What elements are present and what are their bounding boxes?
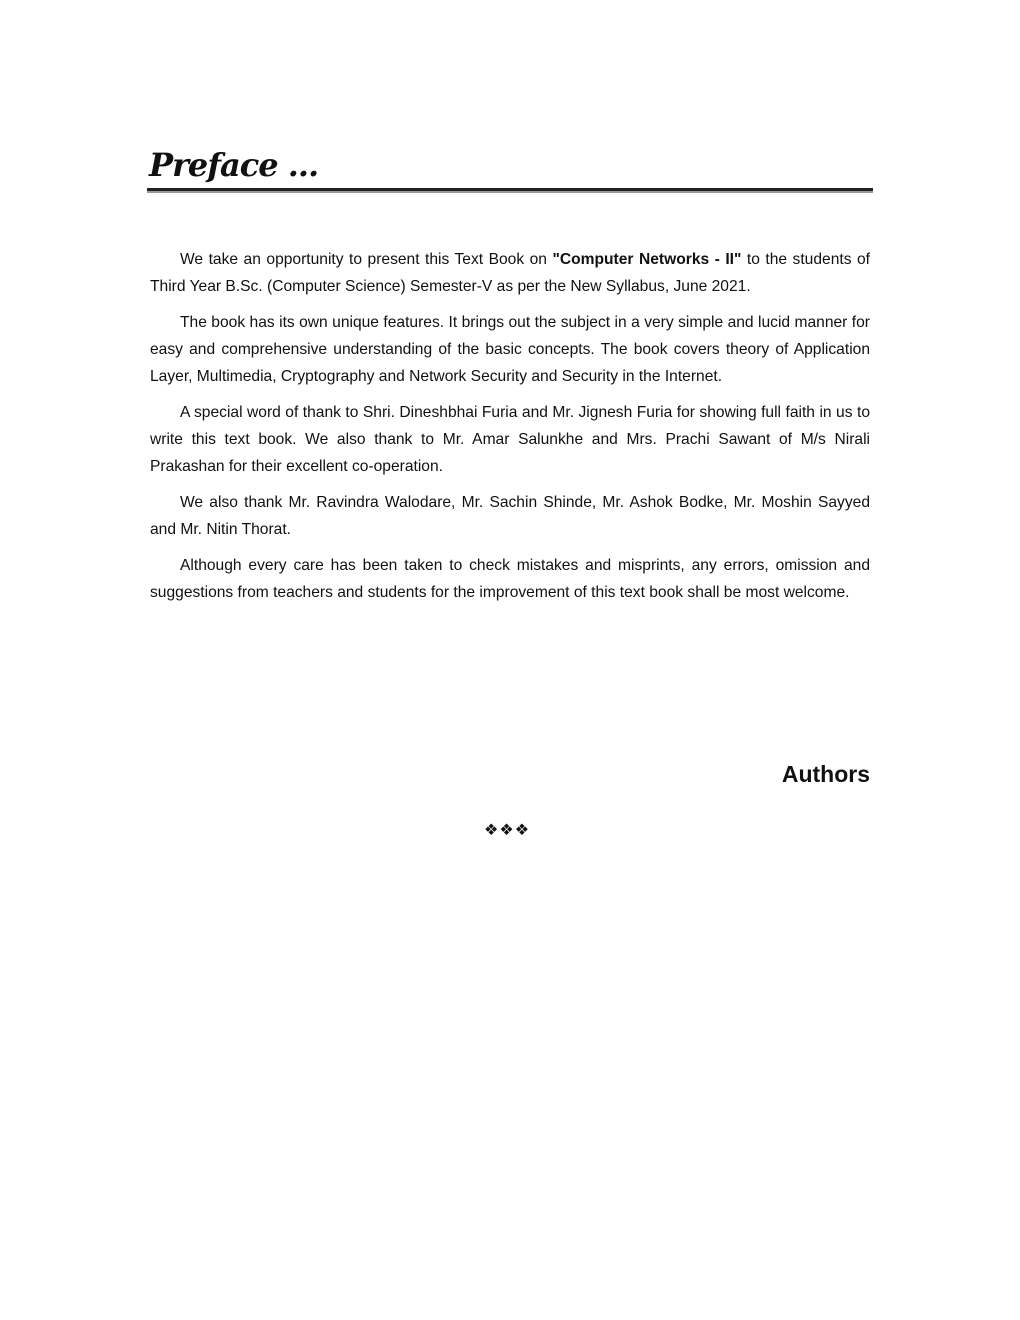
paragraph-5: Although every care has been taken to check mistakes and misprints, any errors, omission and suggestions from teachers and students for the improvement of this text book shall be most welcome. [150, 556, 870, 601]
title-underline [147, 188, 873, 191]
authors-signature: Authors [781, 761, 870, 787]
paragraph-3: A special word of thank to Shri. Dineshbhai Furia and Mr. Jignesh Furia for showing full faith in us to write this text book. We also thank to Mr. Amar Salunkhe and Mrs. Prachi Sawant of M/s Nirali Prakashan for their excellent co-operation. [150, 403, 870, 475]
page-title: Preface ... [149, 146, 319, 184]
ornament-icon: ❖❖❖ [484, 822, 531, 839]
book-title: "Computer Networks - II" [552, 251, 742, 268]
preface-body [150, 247, 870, 616]
paragraph-text: to the students of Third Year B.Sc. (Computer Science) Semester-V as per the New Syllabus, June 2021. [150, 251, 870, 295]
paragraph-text: We take an opportunity to present this Text Book on [180, 251, 553, 268]
paragraph-4: We also thank Mr. Ravindra Walodare, Mr. Sachin Shinde, Mr. Ashok Bodke, Mr. Moshin Sayyed and Mr. Nitin Thorat. [150, 493, 870, 538]
paragraph-2: The book has its own unique features. It brings out the subject in a very simple and lucid manner for easy and comprehensive understanding of the basic concepts. The book covers theory of Application Layer, Multimedia, Cryptography and Network Security and Security in the Internet. [150, 314, 870, 385]
paragraph-1 [150, 247, 870, 301]
